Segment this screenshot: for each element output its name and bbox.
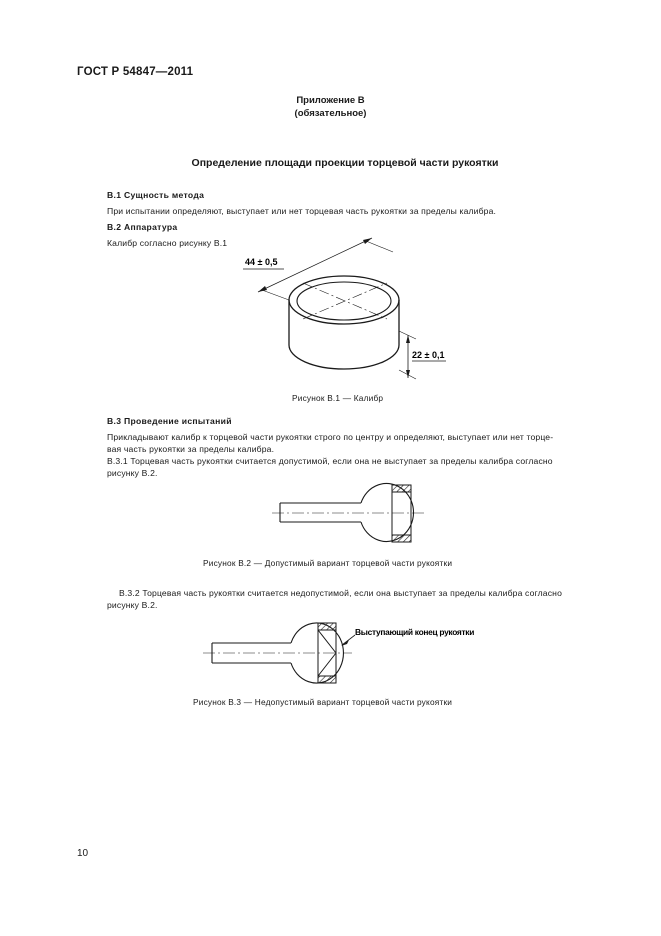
fig1-diameter-label: 44 ± 0,5 (245, 257, 278, 267)
figure2-caption: Рисунок В.2 — Допустимый вариант торцевой части рукоятки (203, 558, 453, 568)
b2-heading: В.2 Аппаратура (107, 222, 178, 232)
b3-heading: В.3 Проведение испытаний (107, 416, 232, 426)
b31-line1: В.3.1 Торцевая часть рукоятки считается допустимой, если она не выступает за пределы калибра согласно (107, 456, 553, 466)
b2-text: Калибр согласно рисунку В.1 (107, 238, 228, 248)
b32-line2: рисунку В.2. (107, 600, 158, 610)
b1-text: При испытании определяют, выступает или нет торцевая часть рукоятки за пределы калибра. (107, 206, 497, 216)
appendix-title: Приложение В (296, 95, 365, 106)
page-number: 10 (77, 848, 89, 859)
figure-b2-drawing (272, 484, 424, 543)
appendix-status: (обязательное) (294, 108, 367, 119)
b3-paragraph-line1: Прикладывают калибр к торцевой части рукоятки строго по центру и определяют, выступает или нет торце- (107, 432, 554, 442)
b1-heading: В.1 Сущность метода (107, 190, 205, 200)
figure3-caption: Рисунок В.3 — Недопустимый вариант торцевой части рукоятки (193, 697, 453, 707)
b31-line2: рисунку В.2. (107, 468, 158, 478)
fig1-height-label: 22 ± 0,1 (412, 350, 445, 360)
fig3-protruding-label: Выступающий конец рукоятки (355, 627, 475, 637)
standard-header: ГОСТ Р 54847—2011 (77, 66, 194, 78)
b3-paragraph-line2: вая часть рукоятки за пределы калибра. (107, 444, 275, 454)
figure-b3-drawing (203, 623, 355, 683)
figure1-caption: Рисунок В.1 — Калибр (292, 393, 384, 403)
b32-line1: В.3.2 Торцевая часть рукоятки считается недопустимой, если она выступает за пределы калибра согласно (119, 588, 562, 598)
section-title: Определение площади проекции торцевой части рукоятки (191, 157, 499, 169)
